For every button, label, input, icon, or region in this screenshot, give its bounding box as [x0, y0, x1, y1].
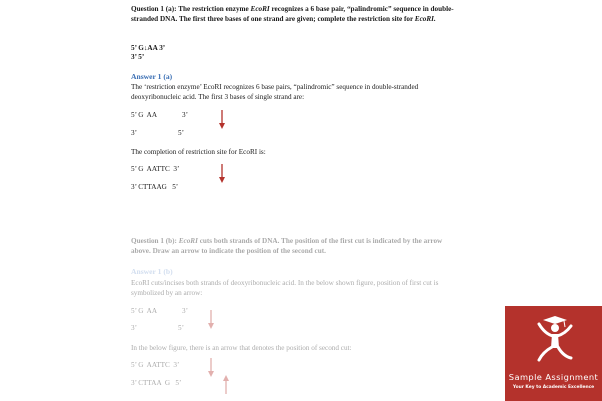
answer-1a-row1-left: 5’ G AA — [131, 111, 158, 119]
cut-arrow-down-icon — [218, 110, 226, 130]
answer-1b-row2-left: 3’ — [131, 324, 137, 332]
answer-1b-row4: 3’ CTTAA G 5’ — [131, 379, 182, 387]
question-1a-text-1: The restriction enzyme — [178, 5, 249, 13]
answer-1b-heading: Answer 1 (b) — [131, 267, 173, 276]
question-1b — [131, 237, 461, 256]
answer-1b-row1-right: 3’ — [182, 307, 188, 315]
graduate-figure-icon — [531, 316, 577, 368]
answer-1b-row2-right: 5’ — [178, 324, 184, 332]
question-1a-label: Question 1 (a): — [131, 5, 177, 13]
question-1a-text-2: recognizes a 6 base pair, “palindromic” sequence in double-stranded DNA. The first three bases of one strand are given; complete the restriction site for — [131, 5, 454, 23]
answer-1a-heading: Answer 1 (a) — [131, 72, 173, 81]
question-1b-text: cuts both strands of DNA. The position of the first cut is indicated by the arrow above. Draw an arrow to indicate the position of the second cut. — [131, 237, 443, 255]
cut-arrow-down-icon — [207, 358, 215, 378]
cut-arrow-down-icon — [207, 310, 215, 330]
sample-assignment-logo — [505, 306, 602, 401]
question-1a-seq-line2: 3’ 5’ — [131, 53, 145, 61]
answer-1a-row1-right: 3’ — [182, 111, 188, 119]
question-1a-enzyme: EcoRI — [250, 5, 270, 13]
question-1a — [131, 5, 461, 24]
answer-1b-row3: 5’ G AATTC 3’ — [131, 361, 180, 369]
logo-tagline: Your Key to Academic Excellence — [512, 385, 595, 390]
cut-arrow-down-icon — [218, 164, 226, 184]
answer-1a-row2-left: 3’ — [131, 129, 137, 137]
question-1b-label: Question 1 (b): — [131, 237, 177, 245]
logo-brand-name: Sample Assignment — [508, 372, 599, 382]
answer-1a-para2: The completion of restriction site for EcoRI is: — [131, 148, 266, 156]
question-1b-enzyme: EcoRI — [178, 237, 198, 245]
cut-arrow-up-icon — [222, 374, 230, 394]
question-1a-seq-line1: 5’ G↓AA 3’ — [131, 44, 166, 52]
answer-1a-row2-right: 5’ — [178, 129, 184, 137]
answer-1b-row1-left: 5’ G AA — [131, 307, 158, 315]
answer-1a-row4: 3’ CTTAAG 5’ — [131, 183, 179, 191]
question-1a-enzyme-end: EcoRI. — [414, 14, 436, 23]
answer-1a-para1: The ‘restriction enzyme’ EcoRI recognizes 6 base pairs, “palindromic” sequence in double-stranded deoxyribonucleic acid. The first 3 bases of single strand are: — [131, 83, 419, 101]
answer-1b-para2: In the below figure, there is an arrow that denotes the position of second cut: — [131, 344, 352, 352]
answer-1a-row3: 5’ G AATTC 3’ — [131, 165, 180, 173]
answer-1b-para1: EcoRI cuts/incises both strands of deoxyribonucleic acid. In the below shown figure, position of first cut is symbolized by an arrow: — [131, 279, 439, 297]
